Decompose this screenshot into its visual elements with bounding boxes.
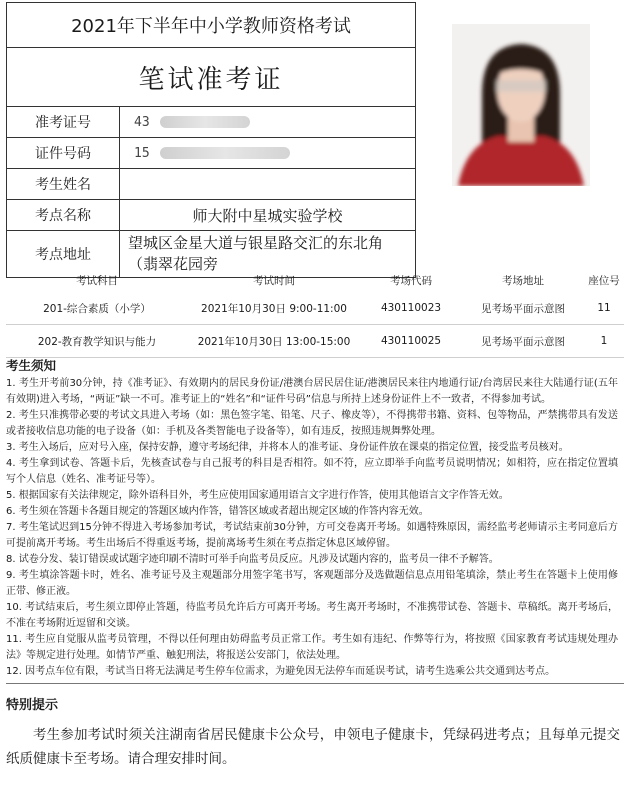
field-label-venue: 考点名称: [7, 200, 120, 231]
field-label-name: 考生姓名: [7, 169, 120, 200]
ticket-main-title: 笔试准考证: [7, 48, 416, 107]
col-header-subject: 考试科目: [76, 274, 118, 287]
field-value-venue: 师大附中星城实验学校: [120, 200, 416, 231]
notice-item: 7. 考生笔试迟到15分钟不得进入考场参加考试，考试结束前30分钟，方可交卷离开考场。如遇特殊原因，需经监考老师请示主考同意后方可提前离开考场。考生出场后不得重返考场，提前离场考生须在考点指定休息区域停留。: [6, 522, 618, 549]
cell-time: [188, 292, 360, 325]
notice-item: 1. 考生开考前30分钟，持《准考证》、有效期内的居民身份证/港澳台居民居住证/港澳居民来往内地通行证/台湾居民来往大陆通行证(五年有效期)进入考场，“两证”缺一不可。准考证上的“姓名”和“证件号码”信息与所持上述身份证件上不一致者，不得参加考试。: [6, 378, 618, 405]
notice-title: 考生须知: [6, 358, 57, 373]
col-header-room-address: 考场地址: [502, 274, 544, 287]
ticket-number-visible: 43: [134, 114, 150, 130]
cell-room-code: 430110023: [360, 292, 462, 325]
notice-item: 4. 考生拿到试卷、答题卡后，先核查试卷与自己报考的科目是否相符。如不符，应立即举手向监考员说明情况；如相符，应在指定位置填写个人信息（姓名、准考证号等）。: [6, 458, 618, 485]
candidate-photo-blurred: [452, 24, 590, 186]
cell-seat: 11: [584, 292, 624, 325]
cell-subject: 202-教育教学知识与能力: [6, 325, 188, 358]
cell-seat: 1: [584, 325, 624, 358]
special-reminder: [6, 694, 620, 771]
notice-item: 6. 考生须在答题卡各题目规定的答题区域内作答，错答区域或者超出规定区域的作答内容无效。: [6, 506, 429, 517]
field-value-name: [120, 169, 416, 200]
notice-item: 12. 因考点车位有限，考试当日将无法满足考生停车位需求，为避免因无法停车而延误考试，请考生选乘公共交通到达考点。: [6, 666, 556, 677]
cell-room-address: 见考场平面示意图: [462, 325, 584, 358]
field-label-ticket-number: 准考证号: [7, 107, 120, 138]
field-value-ticket-number: [120, 107, 416, 138]
cell-room-address: 见考场平面示意图: [462, 292, 584, 325]
cell-room-code: 430110025: [360, 325, 462, 358]
ticket-header-table: [6, 2, 416, 273]
field-label-id-number: 证件号码: [7, 138, 120, 169]
cell-date: 2021年10月30日: [201, 302, 286, 315]
special-title: 特别提示: [6, 698, 59, 713]
special-text: 考生参加考试时须关注湖南省居民健康卡公众号，申领电子健康卡，凭绿码进考点；且每单元提交纸质健康卡至考场。请合理安排时间。: [6, 727, 620, 767]
notice-item: 11. 考生应自觉服从监考员管理，不得以任何理由妨碍监考员正常工作。考生如有违纪、作弊等行为，将按照《国家教育考试违规处理办法》等规定进行处理。如情节严重、触犯刑法，将报送公安部门，依法处理。: [6, 634, 618, 661]
cell-subject: 201-综合素质（小学）: [6, 292, 188, 325]
exam-schedule-table: [6, 268, 624, 358]
table-row: [6, 325, 624, 358]
cell-date: 2021年10月30日: [197, 335, 283, 348]
notice-item: 2. 考生只准携带必要的考试文具进入考场（如：黑色签字笔、铅笔、尺子、橡皮等），不得携带书籍、资料、包等物品，严禁携带具有发送或者接收信息功能的电子设备（如：手机及各类智能电子设备等），如有违反，按照违规舞弊处理。: [6, 410, 618, 437]
section-divider: [6, 683, 624, 684]
notice-item: 8. 试卷分发、装订错误或试题字迹印刷不清时可举手向监考员反应。凡涉及试题内容的，监考员一律不予解答。: [6, 554, 499, 565]
field-value-id-number: [120, 138, 416, 169]
redaction-blur: [160, 116, 250, 128]
field-value-address: 望城区金星大道与银星路交汇的东北角（翡翠花园旁: [120, 231, 416, 278]
candidate-notice: [6, 356, 618, 680]
cell-time-range: 9:00-11:00: [289, 302, 347, 315]
field-label-address: 考点地址: [7, 231, 120, 278]
notice-item: 9. 考生填涂答题卡时，姓名、准考证号及主观题部分用签字笔书写，客观题部分及选做题信息点用铅笔填涂，禁止考生在答题卡上使用修正带、修正液。: [6, 570, 618, 597]
exam-year-title: 2021年下半年中小学教师资格考试: [7, 3, 416, 48]
col-header-seat: 座位号: [588, 274, 620, 287]
redaction-blur: [160, 147, 290, 159]
cell-time: [188, 325, 360, 358]
notice-item: 10. 考试结束后，考生须立即停止答题，待监考员允许后方可离开考场。考生离开考场时，不准携带试卷、答题卡、草稿纸。离开考场后，不准在考场附近逗留和交谈。: [6, 602, 618, 629]
notice-item: 5. 根据国家有关法律规定，除外语科目外，考生应使用国家通用语言文字进行作答，使用其他语言文字作答无效。: [6, 490, 509, 501]
id-number-visible: 15: [134, 145, 150, 161]
col-header-room-code: 考场代码: [390, 274, 432, 287]
col-header-time: 考试时间: [253, 274, 295, 287]
cell-time-range: 13:00-15:00: [285, 335, 351, 348]
candidate-photo: [452, 24, 590, 186]
notice-item: 3. 考生入场后，应对号入座，保持安静，遵守考场纪律，并将本人的准考证、身份证件放在课桌的指定位置，接受监考员核对。: [6, 442, 569, 453]
table-row: [6, 292, 624, 325]
